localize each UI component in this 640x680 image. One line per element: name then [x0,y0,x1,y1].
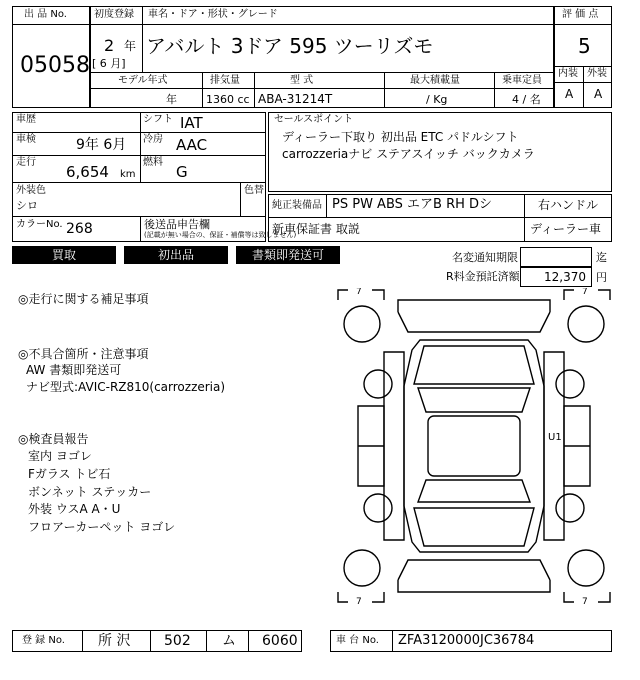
plate-number: 6060 [262,633,298,649]
spare-tire-rear-left [344,550,380,586]
capacity-label: 乗車定員 [502,75,542,86]
displacement-value: 1360 cc [206,93,250,106]
dealer-car: ディーラー車 [530,222,602,236]
left-side-panel [384,352,404,540]
max-load-label: 最大積載量 [410,75,460,86]
tire-label-rear-left: 7 [356,597,362,604]
car-body [404,340,544,552]
inspector-heading: ◎検査員報告 [18,432,89,446]
plate-class: 502 [164,633,191,649]
model-year-label: モデル年式 [118,75,168,86]
hood [414,346,534,384]
spare-tire-front-right [568,306,604,342]
first-reg-label: 初度登録 [94,9,134,20]
steering: 右ハンドル [538,198,599,212]
ac-value: AAC [176,136,208,154]
first-reg-year: 2 [104,36,115,55]
inspection-value: 9年 6月 [76,137,127,153]
sales-point-label: セールスポイント [274,114,354,125]
inspector-line-4: 外装 ウスA A・U [28,502,121,516]
chassis-label: 車 台 No. [336,635,379,646]
first-reg-month: [ 6 月] [92,57,126,70]
rear-bumper [398,560,550,592]
max-load-value: / Kg [426,93,448,106]
front-bumper [398,300,550,332]
spare-tire-front-left [344,306,380,342]
name-label: 車名・ドア・形状・グレード [148,9,278,20]
windshield [418,388,530,412]
capacity-value: 4 / 名 [512,93,541,106]
color-no-value: 268 [66,221,93,237]
sales-point-line1: ディーラー下取り 初出品 ETC パドルシフト [282,130,519,144]
recycle-unit: 円 [596,271,607,284]
sales-point-line2: carrozzeriaナビ ステアスイッチ バックカメラ [282,147,535,161]
defects-heading: ◎不具合箇所・注意事項 [18,347,149,361]
trunk [414,508,534,546]
spare-tire-rear-right [568,550,604,586]
recycle-value: 12,370 [544,270,586,284]
car-damage-diagram [336,288,612,604]
ac-label: 冷房 [143,134,163,145]
type-value: ABA-31214T [258,92,333,106]
model-year-value: 年 [166,93,177,106]
type-label: 型 式 [290,75,314,86]
chassis-value: ZFA3120000JC36784 [398,633,535,648]
genuine-equipment-label: 純正装備品 [272,200,322,211]
new-car-warranty: 新車保証書 取説 [272,222,360,236]
mileage-label: 走行 [16,157,36,168]
inspection-label: 車検 [16,134,36,145]
color-change-label: 色替 [244,185,264,196]
plate-region: 所 沢 [98,633,131,649]
score-label: 評 価 点 [562,9,599,20]
inspector-line-1: 室内 ヨゴレ [28,449,92,463]
fuel-label: 燃料 [143,157,163,168]
lot-number: 05058 [20,53,90,78]
roof [428,416,520,476]
plate-kana: ム [222,633,236,649]
exterior-label: 外装 [587,68,607,79]
mileage-value: 6,654 [66,163,109,181]
right-front-wheel [556,370,584,398]
rear-window [418,480,530,502]
name-change-label: 名変通知期限 [452,251,518,264]
car-name: アバルト 3ドア 595 ツーリズモ [146,34,434,58]
buy-bar: 買取 [12,246,116,264]
defect-line-1: AW 書類即発送可 [26,363,122,377]
right-rear-wheel [556,494,584,522]
interior-grade: A [565,87,574,101]
exterior-color-label: 外装色 [16,185,46,196]
damage-mark-u1: U1 [548,432,562,443]
lot-label: 出 品 No. [24,9,67,20]
inspector-line-3: ボンネット ステッカー [28,485,152,499]
retrofit-note: (記載が無い場合の、保証・補償等は致しません) [144,231,297,239]
history-label: 車歴 [16,114,36,125]
tire-label-front-left: 7 [356,288,362,297]
fuel-value: G [176,163,188,181]
interior-label: 内装 [558,68,578,79]
right-side-panel [544,352,564,540]
year-unit: 年 [124,39,137,53]
mileage-unit: km [120,169,136,180]
tire-label-front-right: 7 [582,288,588,297]
left-front-wheel [364,370,392,398]
exterior-color-value: シロ [16,199,38,212]
tire-label-rear-right: 7 [582,597,588,604]
left-rear-wheel [364,494,392,522]
exterior-grade: A [594,87,603,101]
displacement-label: 排気量 [210,75,240,86]
docs-immediate-bar: 書類即発送可 [236,246,340,264]
inspector-line-5: フロアーカーペット ヨゴレ [28,520,176,534]
plate-label: 登 録 No. [22,635,65,646]
shift-value: IAT [180,114,203,132]
genuine-equipment-value: PS PW ABS エアB RH Dシ [332,197,493,212]
score-value: 5 [578,34,591,58]
recycle-label: R料金預託済額 [446,270,520,283]
retrofit-label: 後送品申告欄 [144,218,210,231]
defect-line-2: ナビ型式:AVIC-RZ810(carrozzeria) [26,380,226,394]
name-change-suffix: 迄 [596,251,607,264]
shift-label: シフト [143,114,173,125]
first-listing-bar: 初出品 [124,246,228,264]
color-no-label: カラーNo. [16,219,63,230]
name-change-box [520,247,592,267]
inspector-line-2: Fガラス トビ石 [28,467,111,481]
driving-heading: ◎走行に関する補足事項 [18,292,149,306]
